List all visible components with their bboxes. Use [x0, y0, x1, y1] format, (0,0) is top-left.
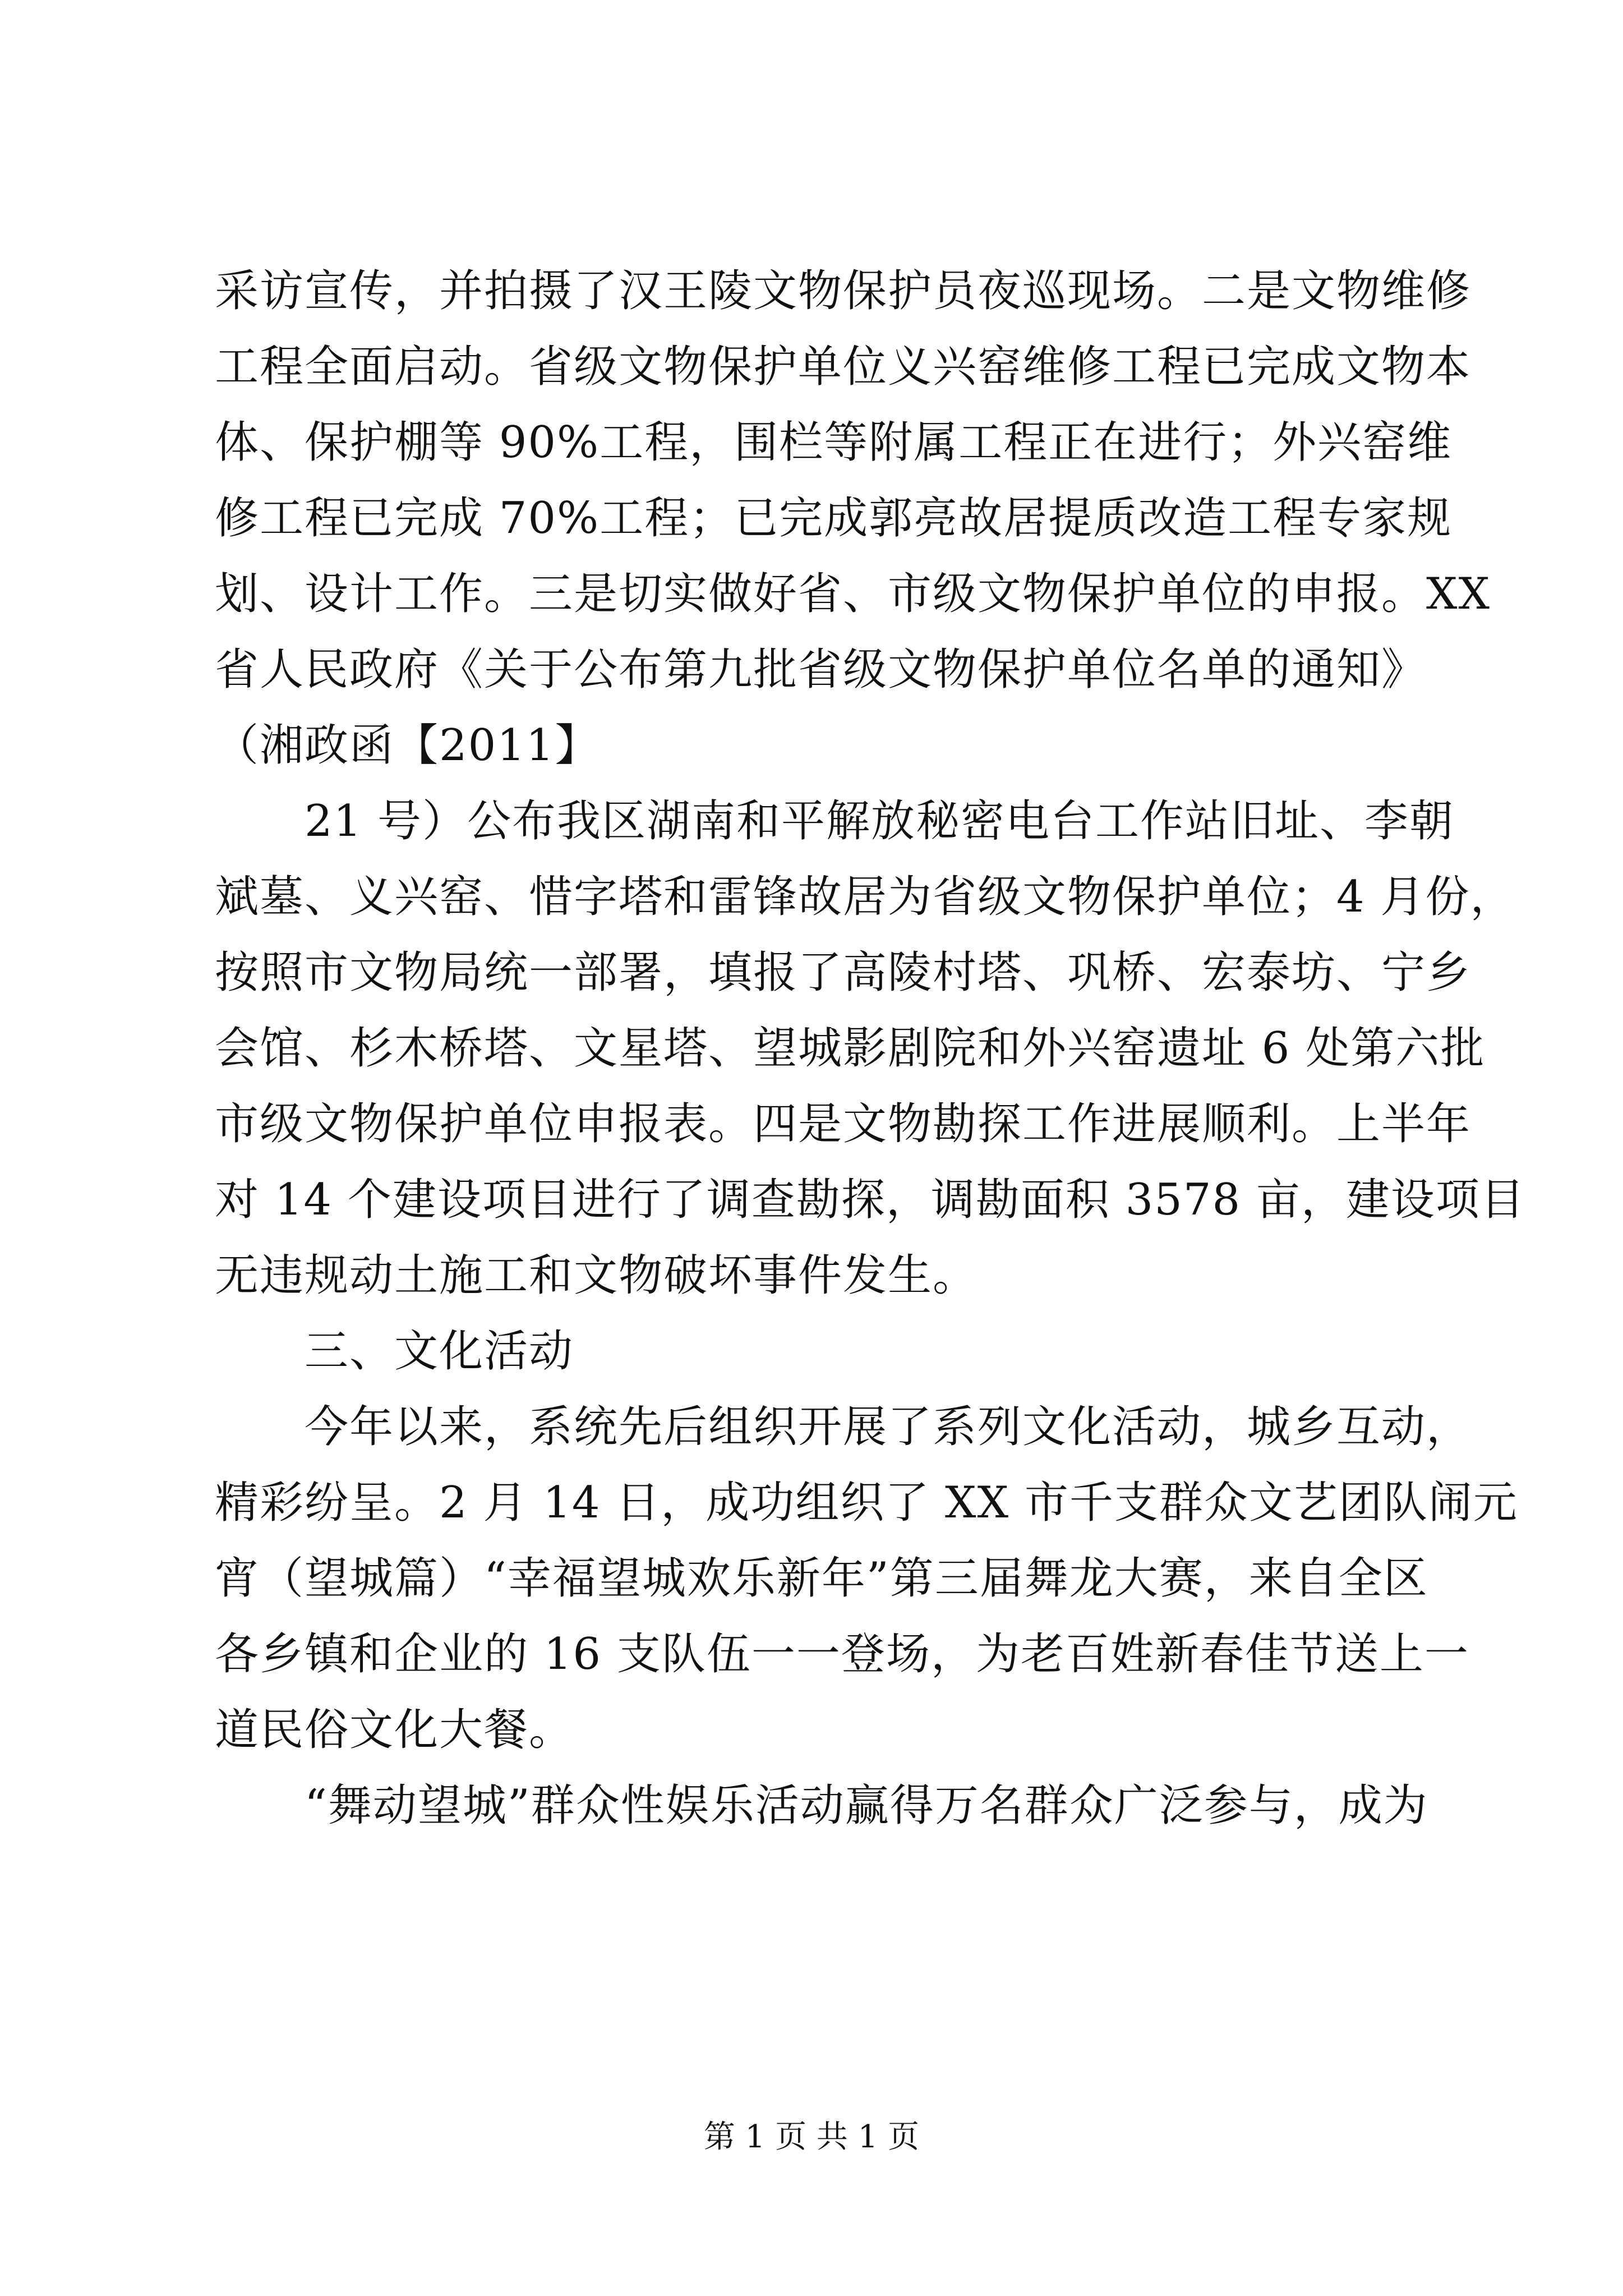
text-line: 会馆、杉木桥塔、文星塔、望城影剧院和外兴窑遗址 6 处第六批 — [215, 1023, 1486, 1074]
text-line: 市级文物保护单位申报表。四是文物勘探工作进展顺利。上半年 — [215, 1099, 1472, 1149]
text-line: 精彩纷呈。2 月 14 日，成功组织了 XX 市千支群众文艺团队闹元 — [215, 1478, 1518, 1528]
text-line: 道民俗文化大餐。 — [215, 1705, 574, 1755]
text-line: 无违规动土施工和文物破坏事件发生。 — [215, 1250, 978, 1301]
text-line: 按照市文物局统一部署，填报了高陵村塔、巩桥、宏泰坊、宁乡 — [215, 947, 1472, 998]
text-line: 工程全面启动。省级文物保护单位义兴窑维修工程已完成文物本 — [215, 342, 1472, 392]
text-line: 宵（望城篇）“幸福望城欢乐新年”第三届舞龙大赛，来自全区 — [215, 1553, 1428, 1604]
text-line: 划、设计工作。三是切实做好省、市级文物保护单位的申报。XX — [215, 569, 1491, 619]
text-line: 对 14 个建设项目进行了调查勘探，调勘面积 3578 亩，建设项目 — [215, 1175, 1525, 1225]
text-line: 斌墓、义兴窑、惜字塔和雷锋故居为省级文物保护单位；4 月份， — [215, 872, 1515, 922]
page-footer: 第 1 页 共 1 页 — [703, 2119, 920, 2155]
text-line: 修工程已完成 70%工程；已完成郭亮故居提质改造工程专家规 — [215, 493, 1453, 544]
text-line: 体、保护棚等 90%工程，围栏等附属工程正在进行；外兴窑维 — [215, 417, 1453, 468]
text-line: 采访宣传，并拍摄了汉王陵文物保护员夜巡现场。二是文物维修 — [215, 266, 1472, 316]
section-heading: 三、文化活动 — [305, 1326, 574, 1377]
text-line: 今年以来，系统先后组织开展了系列文化活动，城乡互动， — [305, 1402, 1472, 1452]
text-line: 21 号）公布我区湖南和平解放秘密电台工作站旧址、李朝 — [305, 796, 1455, 846]
text-line: 省人民政府《关于公布第九批省级文物保护单位名单的通知》 — [215, 645, 1427, 695]
document-body — [215, 254, 1525, 1844]
text-line: “舞动望城”群众性娱乐活动赢得万名群众广泛参与，成为 — [305, 1780, 1428, 1831]
text-line: 各乡镇和企业的 16 支队伍一一登场，为老百姓新春佳节送上一 — [215, 1629, 1469, 1680]
text-line: （湘政函【2011】 — [215, 720, 600, 771]
